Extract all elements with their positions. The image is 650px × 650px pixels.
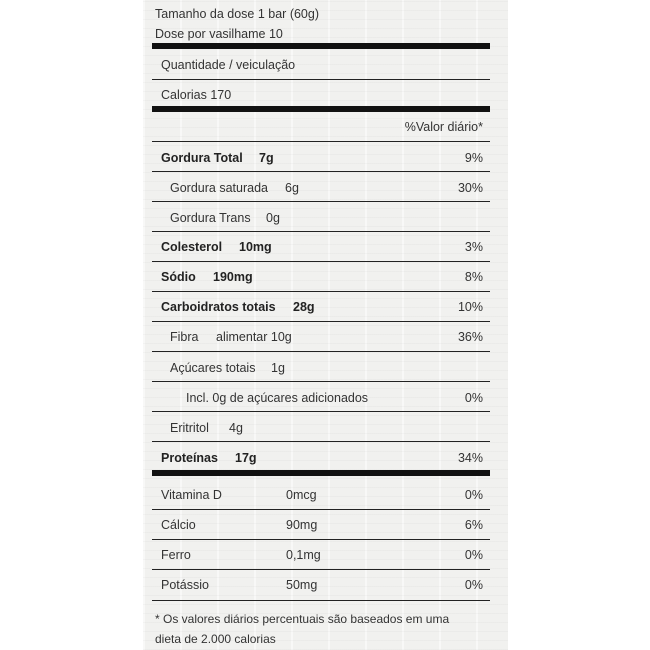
vitamin-label-d: Vitamina D	[161, 488, 222, 502]
vitamin-dv-potassium: 0%	[464, 578, 483, 592]
nutrient-label-saturated-fat: Gordura saturada	[170, 181, 268, 195]
nutrient-amount-sodium: 190mg	[213, 270, 253, 284]
divider	[152, 231, 490, 232]
nutrient-label-added-sugars: Incl. 0g de açúcares adicionados	[186, 391, 369, 405]
nutrient-label-total-fat: Gordura Total	[161, 151, 243, 165]
nutrient-amount-trans-fat: 0g	[266, 211, 280, 225]
nutrient-label-total-sugars: Açúcares totais	[170, 361, 256, 375]
nutrient-dv-carbohydrates: 10%	[457, 300, 483, 314]
nutrient-label-fiber: Fibra	[170, 330, 199, 344]
nutrient-label-protein: Proteínas	[161, 451, 218, 465]
nutrient-label-cholesterol: Colesterol	[161, 240, 223, 254]
divider	[152, 351, 490, 352]
daily-value-header: %Valor diário*	[404, 120, 483, 134]
vitamin-label-potassium: Potássio	[161, 578, 209, 592]
divider	[152, 201, 490, 202]
vitamin-dv-d: 0%	[464, 488, 483, 502]
nutrient-label-trans-fat: Gordura Trans	[170, 211, 251, 225]
divider	[152, 321, 490, 322]
nutrient-dv-saturated-fat: 30%	[457, 181, 483, 195]
vitamin-dv-calcium: 6%	[464, 518, 483, 532]
vitamin-dv-iron: 0%	[464, 548, 483, 562]
divider	[152, 411, 490, 412]
nutrient-dv-fiber: 36%	[457, 330, 483, 344]
thick-divider	[152, 470, 490, 476]
divider	[152, 171, 490, 172]
thick-divider	[152, 43, 490, 49]
serving-size: Tamanho da dose 1 bar (60g)	[155, 7, 319, 21]
thick-divider	[152, 106, 490, 112]
divider	[152, 600, 490, 601]
nutrient-dv-total-fat: 9%	[464, 151, 483, 165]
calories: Calorias 170	[161, 88, 232, 102]
footnote-line-2: dieta de 2.000 calorias	[155, 632, 276, 646]
footnote-line-1: * Os valores diários percentuais são baseados em uma	[155, 612, 450, 626]
divider	[152, 141, 490, 142]
nutrient-amount-erythritol: 4g	[229, 421, 243, 435]
divider	[152, 569, 490, 570]
nutrient-amount-protein: 17g	[235, 451, 257, 465]
divider	[152, 261, 490, 262]
nutrient-amount-carbohydrates: 28g	[293, 300, 315, 314]
divider	[152, 381, 490, 382]
nutrient-amount-total-sugars: 1g	[271, 361, 285, 375]
nutrient-amount-fiber: alimentar 10g	[216, 330, 292, 344]
nutrient-label-erythritol: Eritritol	[170, 421, 209, 435]
vitamin-label-iron: Ferro	[161, 548, 191, 562]
divider	[152, 509, 490, 510]
divider	[152, 539, 490, 540]
nutrient-label-sodium: Sódio	[161, 270, 196, 284]
divider	[152, 291, 490, 292]
divider	[152, 79, 490, 80]
vitamin-amount-potassium: 50mg	[286, 578, 318, 592]
nutrient-dv-added-sugars: 0%	[464, 391, 483, 405]
vitamin-amount-iron: 0,1mg	[286, 548, 321, 562]
nutrient-amount-cholesterol: 10mg	[239, 240, 272, 254]
vitamin-label-calcium: Cálcio	[161, 518, 196, 532]
nutrient-amount-saturated-fat: 6g	[285, 181, 299, 195]
nutrient-dv-cholesterol: 3%	[464, 240, 483, 254]
divider	[152, 441, 490, 442]
nutrient-dv-protein: 34%	[457, 451, 483, 465]
nutrient-dv-sodium: 8%	[464, 270, 483, 284]
amount-per-serving: Quantidade / veiculação	[161, 58, 296, 72]
nutrient-label-carbohydrates: Carboidratos totais	[161, 300, 276, 314]
servings-per-container: Dose por vasilhame 10	[155, 27, 283, 41]
nutrient-amount-total-fat: 7g	[259, 151, 274, 165]
vitamin-amount-d: 0mcg	[286, 488, 317, 502]
vitamin-amount-calcium: 90mg	[286, 518, 318, 532]
